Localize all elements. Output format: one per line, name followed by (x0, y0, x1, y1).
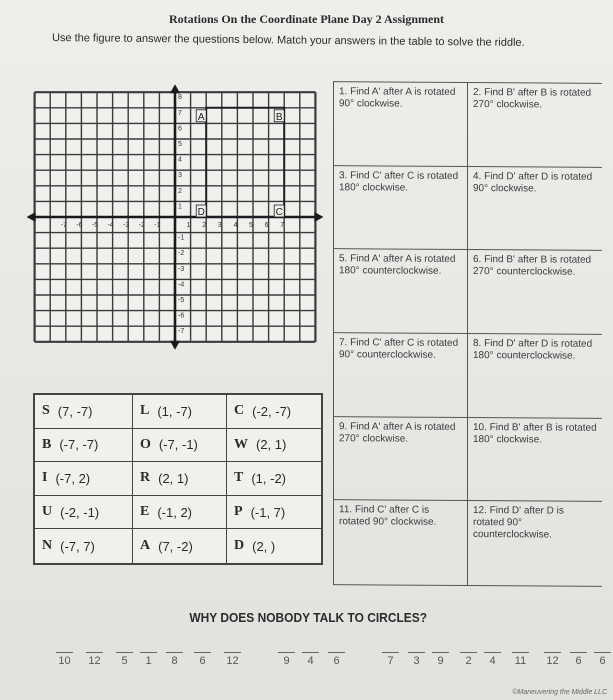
key-letter: R (140, 470, 151, 486)
key-letter: D (234, 538, 245, 554)
x-tick-label: 3 (217, 222, 222, 229)
key-coord: (-1, 7) (250, 504, 286, 520)
x-axis-arrow-right (314, 212, 323, 222)
key-letter: A (140, 538, 151, 554)
x-axis-arrow-left (27, 212, 36, 222)
questions-table (333, 81, 602, 587)
key-coord: (2, ) (252, 538, 276, 554)
key-cell (133, 429, 227, 463)
blank-slot[interactable]: 3 (408, 655, 425, 667)
y-tick-label: -1 (178, 234, 185, 242)
blank-slot[interactable]: 7 (382, 655, 399, 667)
key-coord: (2, 1) (158, 470, 189, 486)
y-tick-label: 5 (178, 141, 182, 148)
key-cell (227, 395, 321, 429)
vertex-label: D (197, 207, 205, 218)
vertex-label: C (275, 207, 283, 218)
copyright-footer: ©Maneuvering the Middle LLC (512, 689, 607, 696)
key-letter: C (234, 403, 245, 419)
x-tick-label: 2 (202, 222, 207, 229)
key-letter: I (42, 470, 48, 486)
y-tick-label: 6 (178, 125, 182, 133)
key-cell (227, 529, 321, 563)
x-tick-label: -3 (123, 222, 130, 229)
key-letter: N (42, 538, 53, 554)
question-cell: 5. Find A' after A is rotated 180° counterclockwise. (334, 250, 468, 334)
question-cell: 3. Find C' after C is rotated 180° clockwise. (334, 166, 468, 250)
key-letter: L (140, 403, 150, 419)
question-cell: 2. Find B' after B is rotated 270° clockwise. (468, 83, 602, 167)
y-tick-label: 7 (178, 109, 182, 117)
y-axis-arrow-down (170, 341, 180, 350)
key-coord: (-2, -1) (60, 504, 100, 520)
question-cell: 10. Find B' after B is rotated 180° clockwise. (468, 418, 602, 502)
key-letter: S (42, 403, 50, 419)
blank-slot[interactable]: 4 (302, 655, 319, 667)
key-letter: W (234, 436, 248, 452)
blank-slot[interactable]: 2 (460, 655, 477, 667)
key-coord: (-7, -7) (59, 437, 99, 453)
blank-slot[interactable]: 11 (512, 655, 529, 667)
x-tick-label: 6 (264, 222, 269, 229)
key-cell (35, 429, 133, 463)
y-tick-label: 3 (178, 172, 182, 180)
y-tick-label: 1 (178, 203, 182, 211)
blank-slot[interactable]: 6 (328, 655, 345, 667)
blank-slot[interactable]: 8 (166, 655, 183, 667)
key-cell (227, 462, 321, 496)
key-coord: (2, 1) (256, 437, 287, 453)
question-cell: 7. Find C' after C is rotated 90° counterclockwise. (334, 333, 468, 417)
y-tick-label: -4 (178, 281, 185, 289)
y-tick-label: 8 (178, 94, 182, 102)
question-cell: 9. Find A' after A is rotated 270° clockwise. (334, 417, 468, 501)
y-tick-label: 4 (178, 156, 182, 164)
blank-slot[interactable]: 12 (544, 655, 561, 667)
key-coord: (-7, -1) (158, 437, 198, 453)
key-letter: P (234, 504, 243, 520)
riddle-question: WHY DOES NOBODY TALK TO CIRCLES? (189, 610, 428, 625)
key-coord: (-7, 2) (55, 470, 91, 486)
blank-slot[interactable]: 6 (570, 655, 587, 667)
key-cell (35, 529, 133, 563)
question-cell: 8. Find D' after D is rotated 180° counterclockwise. (468, 334, 602, 418)
x-tick-label: -7 (60, 222, 67, 229)
x-tick-label: 5 (249, 222, 253, 229)
x-tick-label: -2 (138, 222, 145, 229)
key-coord: (1, -7) (157, 403, 193, 419)
key-cell (133, 395, 227, 429)
y-tick-label: -6 (178, 312, 185, 320)
page-title: Rotations On the Coordinate Plane Day 2 Assignment (168, 12, 444, 26)
x-tick-label: -5 (91, 222, 99, 229)
blank-slot[interactable]: 12 (224, 655, 241, 667)
key-coord: (7, -2) (158, 538, 193, 554)
key-cell (133, 529, 227, 563)
y-tick-label: -3 (178, 265, 185, 273)
key-letter: T (234, 470, 244, 486)
blank-slot[interactable]: 4 (484, 655, 501, 667)
key-cell (35, 395, 133, 429)
key-coord: (-2, -7) (252, 403, 292, 419)
key-coord: (1, -2) (251, 470, 287, 486)
key-cell (133, 462, 227, 496)
blank-slot[interactable]: 9 (432, 655, 449, 667)
key-coord: (-1, 2) (157, 504, 193, 520)
y-tick-label: -5 (178, 297, 185, 304)
key-cell (35, 462, 133, 496)
blank-slot[interactable]: 6 (194, 655, 211, 667)
y-axis-arrow-up (170, 84, 180, 93)
vertex-label: A (197, 111, 205, 123)
key-cell (227, 496, 321, 530)
blank-slot[interactable]: 5 (116, 655, 133, 667)
key-cell (35, 496, 133, 530)
x-tick-label: -6 (76, 222, 83, 229)
instructions-text: Use the figure to answer the questions below. Match your answers in the table to solve the riddle. (51, 32, 525, 49)
blank-slot[interactable]: 9 (278, 655, 295, 667)
key-cell (227, 429, 321, 463)
x-tick-label: 7 (280, 222, 285, 229)
key-cell (133, 496, 227, 530)
x-tick-label: 1 (186, 222, 191, 229)
vertex-label: B (275, 111, 283, 123)
key-letter: B (42, 436, 52, 452)
question-cell: 12. Find D' after D is rotated 90° counterclockwise. (473, 505, 564, 541)
blank-slot[interactable]: 6 (594, 655, 611, 667)
blank-slot[interactable]: 1 (140, 655, 157, 667)
y-tick-label: -2 (178, 250, 185, 258)
x-tick-label: -4 (107, 222, 114, 229)
key-letter: E (140, 504, 150, 520)
question-cell: 4. Find D' after D is rotated 90° clockwise. (468, 167, 602, 251)
blank-slot[interactable]: 12 (86, 655, 103, 667)
x-tick-label: -1 (154, 222, 161, 229)
question-cell: 11. Find C' after C is rotated 90° clockwise. (334, 501, 468, 585)
key-coord: (7, -7) (57, 403, 93, 419)
blank-slot[interactable]: 10 (56, 655, 73, 667)
y-tick-label: -7 (178, 328, 185, 336)
answer-key-table (33, 393, 323, 565)
x-tick-label: 4 (233, 222, 238, 229)
key-letter: U (42, 504, 53, 520)
key-letter: O (140, 436, 151, 452)
key-coord: (-7, 7) (60, 538, 95, 554)
question-cell: 6. Find B' after B is rotated 270° counterclockwise. (468, 250, 602, 334)
question-cell: 1. Find A' after A is rotated 90° clockwise. (334, 82, 468, 166)
y-tick-label: 2 (178, 187, 182, 195)
